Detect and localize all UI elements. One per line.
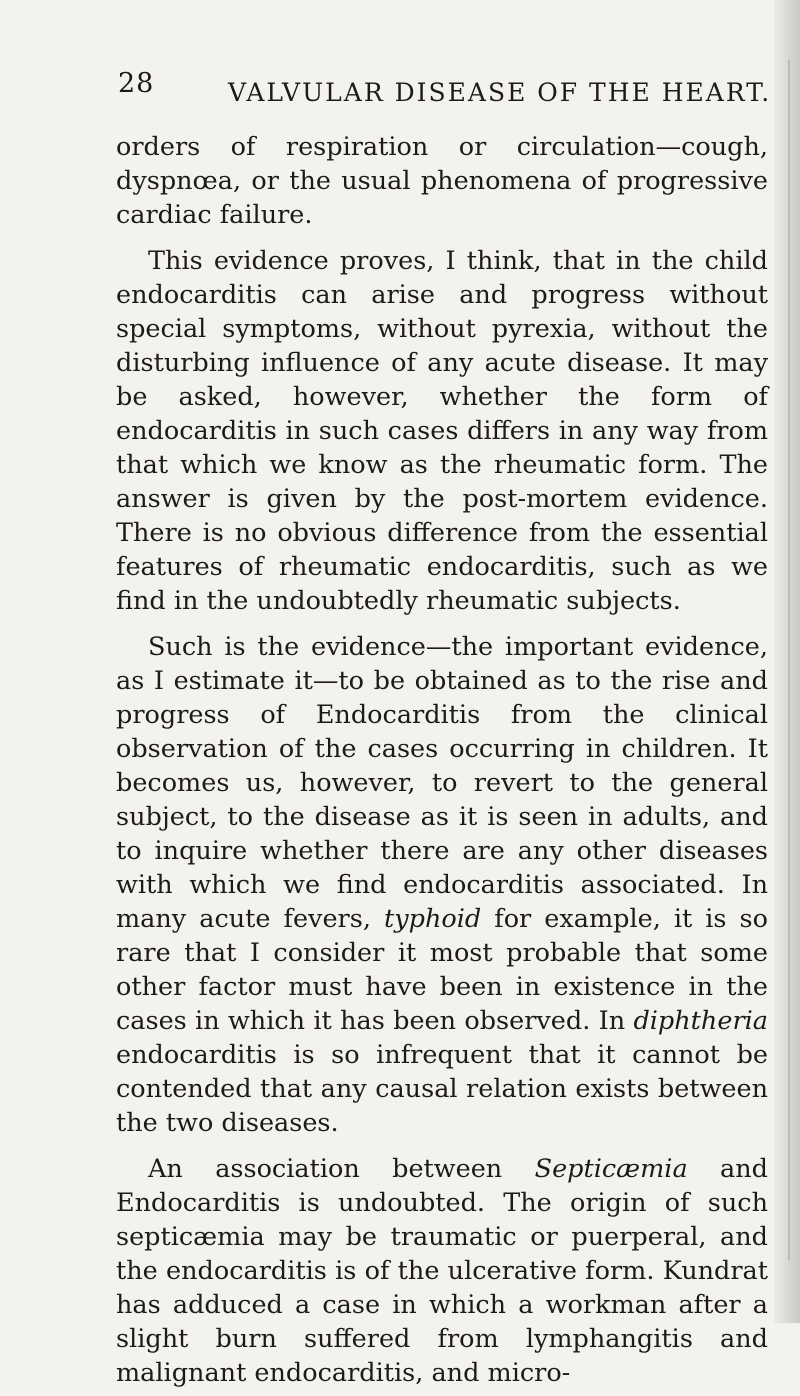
running-title: VALVULAR DISEASE OF THE HEART.: [228, 78, 772, 107]
paragraph-evidence: [116, 244, 768, 618]
italic-term-diphtheria: diphtheria: [633, 1006, 768, 1036]
page-number: 28: [118, 68, 155, 99]
paragraph-septicaemia: [116, 1152, 768, 1390]
paragraph-clinical: [116, 630, 768, 1140]
paragraph-text: Such is the evidence—the important evidence, as I estimate it—to be obtained as to the rise and progress of Endocarditis from the clinical observation of the cases occurring in children. It becomes us, however, to revert to the general subject, to the disease as it is seen in adults, and to inquire whether there are any other diseases with which we find endocarditis associated. In many acute fevers,: [116, 632, 768, 934]
italic-term-typhoid: typhoid: [383, 904, 482, 934]
page-header: [118, 68, 772, 108]
paragraph-text: for example, it is so rare that I consider it most probable that some other factor must have been in existence in the cases in which it has been observed. In: [116, 904, 768, 1036]
paragraph-text: orders of respiration or circulation—cough, dyspnœa, or the usual phenomena of progressive cardiac failure.: [116, 132, 768, 230]
paragraph-continued: [116, 130, 768, 232]
italic-term-septicaemia: Septicæmia: [534, 1154, 688, 1184]
paragraph-text: An association between: [148, 1154, 535, 1184]
page-edge: [774, 0, 800, 1323]
body-text: [116, 130, 768, 1396]
page-edge-shadow: [788, 60, 790, 1260]
paragraph-text: This evidence proves, I think, that in the child endocarditis can arise and progress without special symptoms, without pyrexia, without the disturbing influence of any acute disease. It may be asked, however, whether the form of endocarditis in such cases differs in any way from that which we know as the rheumatic form. The answer is given by the post-mortem evidence. There is no obvious difference from the essential features of rheumatic endocarditis, such as we find in the undoubtedly rheumatic subjects.: [116, 246, 768, 616]
paragraph-text: endocarditis is so infrequent that it cannot be contended that any causal relation exists between the two diseases.: [116, 1040, 768, 1138]
paragraph-text: and Endocarditis is undoubted. The origin of such septicæmia may be traumatic or puerperal, and the endocarditis is of the ulcerative form. Kundrat has adduced a case in which a workman after a slight burn suffered from lymphangitis and malignant endocarditis, and micro-: [116, 1154, 768, 1388]
